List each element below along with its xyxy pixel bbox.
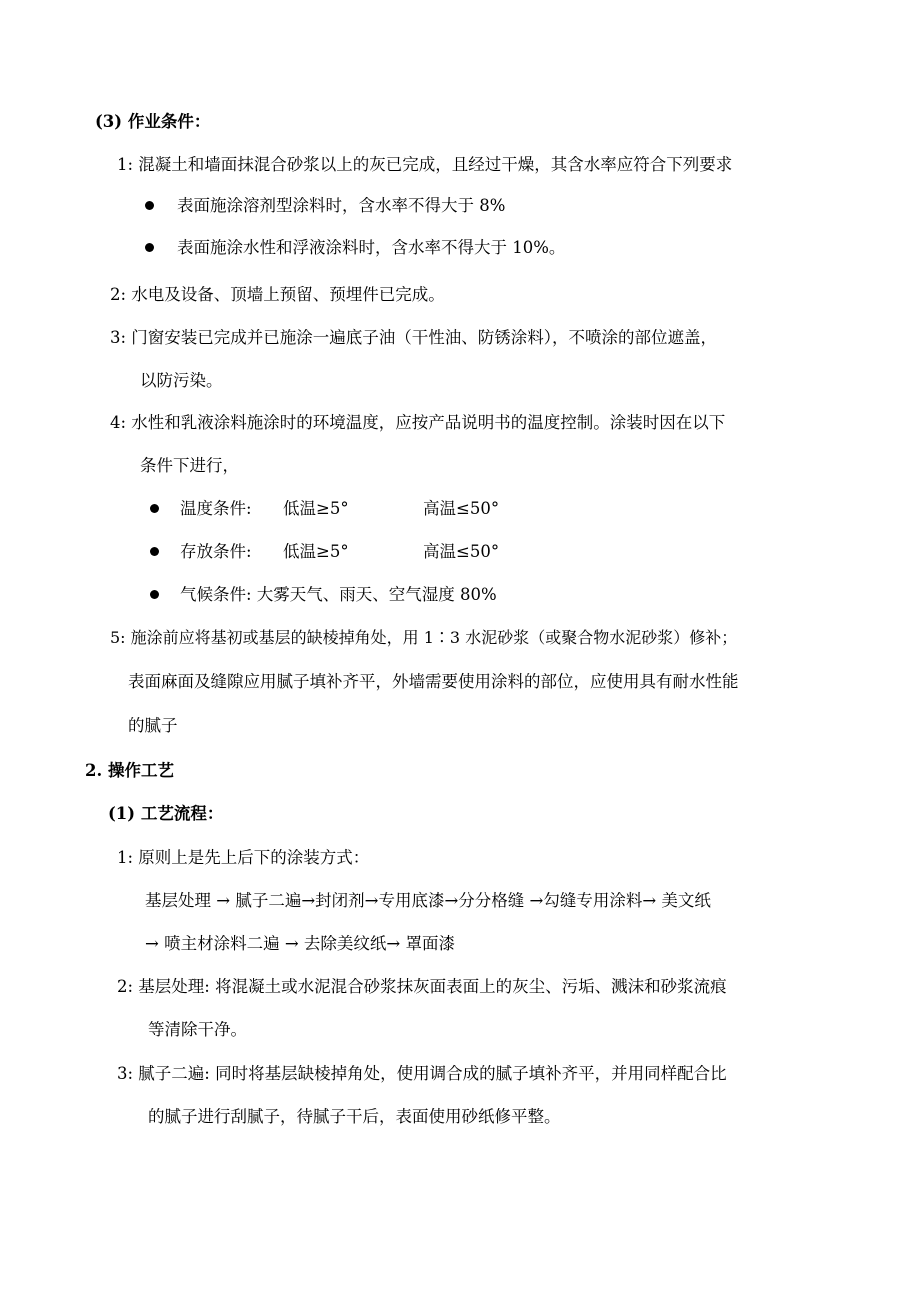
paragraph-3: 3: 门窗安装已完成并已施涂一遍底子油（干性油、防锈涂料），不喷涂的部位遮盖， xyxy=(110,328,718,347)
condition-high: 高温≤50° xyxy=(423,542,500,561)
section-heading: (3) 作业条件： xyxy=(95,112,211,131)
paragraph-1: 1: 混凝土和墙面抹混合砂浆以上的灰已完成，且经过干燥，其含水率应符合下列要求 xyxy=(117,155,733,174)
subsection-title: (1) 工艺流程： xyxy=(108,804,224,823)
process-line: 1: 原则上是先上后下的涂装方式： xyxy=(117,848,370,867)
bullet-icon xyxy=(150,504,159,513)
condition-low: 低温≥5° xyxy=(283,542,349,561)
process-flow-line: → 喷主材涂料二遍 → 去除美纹纸→ 罩面漆 xyxy=(145,934,455,953)
paragraph-2: 2: 水电及设备、顶墙上预留、预埋件已完成。 xyxy=(110,285,445,304)
process-line: 2: 基层处理: 将混凝土或水泥混合砂浆抹灰面表面上的灰尘、污垢、溅沫和砂浆流痕 xyxy=(117,977,727,996)
condition-label: 存放条件: xyxy=(180,542,252,561)
paragraph-5: 5: 施涂前应将基初或基层的缺棱掉角处，用 1∶3 水泥砂浆（或聚合物水泥砂浆）修补； xyxy=(110,628,738,647)
bullet-item: 表面施涂溶剂型涂料时，含水率不得大于 8% xyxy=(177,196,506,215)
process-line-cont: 的腻子进行刮腻子，待腻子干后，表面使用砂纸修平整。 xyxy=(148,1107,561,1126)
condition-high: 高温≤50° xyxy=(423,499,500,518)
paragraph-5-cont: 的腻子 xyxy=(128,716,178,735)
bullet-icon xyxy=(150,547,159,556)
bullet-item: 表面施涂水性和浮液涂料时，含水率不得大于 10%。 xyxy=(177,238,566,257)
paragraph-4: 4: 水性和乳液涂料施涂时的环境温度，应按产品说明书的温度控制。涂装时因在以下 xyxy=(110,413,726,432)
process-line: 3: 腻子二遍: 同时将基层缺棱掉角处，使用调合成的腻子填补齐平，并用同样配合比 xyxy=(117,1064,727,1083)
paragraph-4-cont: 条件下进行， xyxy=(140,456,239,475)
bullet-icon xyxy=(150,590,159,599)
bullet-item: 气候条件: 大雾天气、雨天、空气湿度 80% xyxy=(180,585,497,604)
section-title: 2. 操作工艺 xyxy=(85,761,174,780)
process-line-cont: 等清除干净。 xyxy=(148,1020,247,1039)
paragraph-5-cont: 表面麻面及缝隙应用腻子填补齐平，外墙需要使用涂料的部位，应使用具有耐水性能 xyxy=(128,672,739,691)
condition-low: 低温≥5° xyxy=(283,499,349,518)
condition-label: 温度条件: xyxy=(180,499,252,518)
process-flow-line: 基层处理 → 腻子二遍→封闭剂→专用底漆→分分格缝 →勾缝专用涂料→ 美文纸 xyxy=(145,891,711,910)
bullet-icon xyxy=(145,201,154,210)
bullet-icon xyxy=(145,243,154,252)
paragraph-3-cont: 以防污染。 xyxy=(140,371,223,390)
